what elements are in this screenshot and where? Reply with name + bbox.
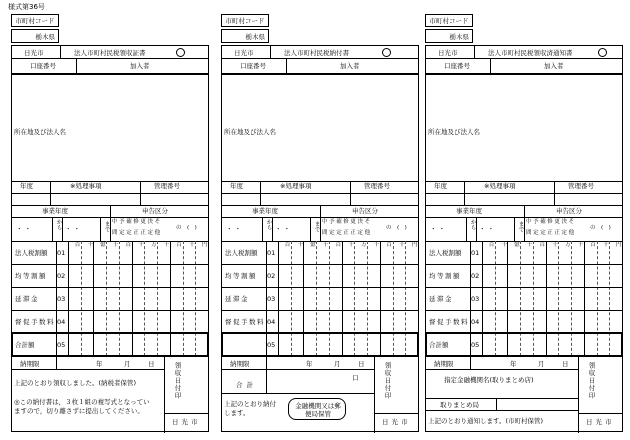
divider xyxy=(222,217,418,218)
receipt-note: ◎この納付書は，３枚１組の複写式となっていますので，切り離さずに提出してください。 xyxy=(14,398,150,415)
city-code-box: 市町村コード xyxy=(11,14,59,27)
divider xyxy=(266,356,267,369)
divider xyxy=(426,398,578,399)
digit-label: 十 xyxy=(603,242,609,248)
divider xyxy=(222,369,374,370)
bank-storage-label: 金融機関又は郵便局保管 xyxy=(295,402,341,419)
divider xyxy=(470,356,471,369)
to-date-dots: ・ ・ xyxy=(65,225,81,233)
divider xyxy=(272,217,273,241)
seal-icon xyxy=(176,48,185,57)
digit-label: 千 xyxy=(112,242,119,248)
divider xyxy=(310,217,311,241)
digit-label: 十 xyxy=(501,242,507,248)
bank-storage-box xyxy=(288,398,346,420)
business-year-label: 事業年度 xyxy=(42,207,68,215)
management-number-label: 管理番号 xyxy=(568,182,594,190)
digit-label: 十 xyxy=(87,242,93,248)
management-number-label: 管理番号 xyxy=(364,182,390,190)
account-number-label: 口座番号 xyxy=(444,62,470,70)
divider xyxy=(262,217,263,241)
prefecture-box: 栃木県 xyxy=(221,29,269,43)
subscriber-label: 加入者 xyxy=(340,62,360,70)
receipt-stamp-label: 領収日付印 xyxy=(587,362,596,400)
slip-header xyxy=(425,14,623,74)
digit-label: 百 xyxy=(176,242,183,248)
month-unit: 月 xyxy=(538,360,545,368)
divider xyxy=(474,46,475,58)
divider xyxy=(270,46,271,58)
declaration-kinds-top: 中予確修更決そ xyxy=(322,219,372,225)
to-date-dots: ・ ・ xyxy=(275,225,291,233)
digit-label: 万 xyxy=(565,242,571,248)
from-label: から xyxy=(265,219,272,230)
digit-label: 円 xyxy=(616,242,622,248)
form-number: 様式第36号 xyxy=(8,3,45,11)
divider xyxy=(140,181,141,193)
divider xyxy=(578,356,579,433)
slip-title: 法人市町村民税領収証書 xyxy=(74,49,146,57)
digit-label: 百 xyxy=(488,242,495,248)
divider xyxy=(76,59,77,73)
divider xyxy=(426,287,622,288)
month-unit: 月 xyxy=(124,360,131,368)
digit-label: 百 xyxy=(590,242,597,248)
payment-slip xyxy=(11,14,209,432)
divider xyxy=(374,356,375,433)
digit-label: 十 xyxy=(348,242,354,248)
processing-label: ※処理事項 xyxy=(484,182,516,190)
divider xyxy=(12,264,208,265)
divider xyxy=(222,287,418,288)
digit-label: 百 xyxy=(539,242,546,248)
divider xyxy=(476,217,477,241)
deadline-label: 納期限 xyxy=(434,360,454,368)
digit-label: 万 xyxy=(151,242,157,248)
day-unit: 日 xyxy=(562,360,569,368)
amount-row-number: 05 xyxy=(471,341,480,349)
declaration-kinds-bottom: 間定定正正定他 xyxy=(322,230,372,236)
digit-label: 十 xyxy=(399,242,405,248)
amount-row-label: 督促手数料 xyxy=(225,318,265,326)
receipt-footer: 上記のとおり領収しました。(納税者保管) xyxy=(14,379,137,387)
divider xyxy=(320,205,321,241)
account-number-label: 口座番号 xyxy=(30,62,56,70)
divider xyxy=(514,217,515,241)
slip-body xyxy=(221,74,419,432)
slip-header xyxy=(221,14,419,74)
declaration-other: の xyxy=(386,225,392,231)
amount-row-label: 督促手数料 xyxy=(15,318,55,326)
divider xyxy=(496,398,497,410)
divider xyxy=(374,413,418,414)
account-row xyxy=(425,59,623,74)
divider xyxy=(222,264,418,265)
amount-row-number: 01 xyxy=(267,249,276,257)
amount-row-number: 02 xyxy=(267,272,276,280)
city-name: 日光市 xyxy=(234,49,254,57)
day-unit: 日 xyxy=(148,360,155,368)
divider xyxy=(554,181,555,193)
city-code-box: 市町村コード xyxy=(221,14,269,27)
year-label: 年度 xyxy=(230,182,243,190)
amount-row-label: 延滞金 xyxy=(225,295,249,303)
digit-label: 十 xyxy=(552,242,558,248)
to-date-dots: ・ ・ xyxy=(479,225,495,233)
amount-row-label: 合計額 xyxy=(15,341,35,349)
divider xyxy=(464,181,465,193)
slip-title: 法人市町村民税納付書 xyxy=(284,49,349,57)
divider xyxy=(12,217,208,218)
city-title-row xyxy=(11,45,209,59)
digit-label: 百 xyxy=(386,242,393,248)
amount-row-number: 01 xyxy=(57,249,66,257)
divider xyxy=(350,193,351,205)
digit-label: 千 xyxy=(526,242,533,248)
year-unit: 年 xyxy=(96,360,103,368)
slip-header xyxy=(11,14,209,74)
divider xyxy=(56,356,57,369)
month-unit: 月 xyxy=(334,360,341,368)
city-title-row xyxy=(221,45,419,59)
digit-label: 千 xyxy=(577,242,584,248)
declaration-paren: ( ) xyxy=(397,225,407,231)
from-label: から xyxy=(55,219,62,230)
amount-row-label: 法人税割額 xyxy=(225,249,258,257)
amount-row-number: 05 xyxy=(57,341,66,349)
from-date-dots: ・ ・ xyxy=(16,225,32,233)
digit-label: 億 xyxy=(310,242,316,248)
divider xyxy=(12,310,208,311)
year-label: 年度 xyxy=(20,182,33,190)
divider xyxy=(222,356,418,357)
divider xyxy=(286,59,287,73)
divider xyxy=(222,310,418,311)
total-row-frame xyxy=(11,332,209,357)
divider xyxy=(350,181,351,193)
divider xyxy=(140,193,141,205)
from-date-dots: ・ ・ xyxy=(430,225,446,233)
total-label: 合計 xyxy=(236,381,257,389)
divider xyxy=(426,369,578,370)
divider xyxy=(266,369,267,393)
address-name-label: 所在地及び法人名 xyxy=(428,128,480,136)
divider xyxy=(426,264,622,265)
day-unit: 日 xyxy=(358,360,365,368)
declaration-type-label: 申告区分 xyxy=(352,207,378,215)
city-code-box: 市町村コード xyxy=(425,14,473,27)
amount-row-number: 03 xyxy=(267,295,276,303)
divider xyxy=(100,217,101,241)
divider xyxy=(524,205,525,241)
divider xyxy=(426,310,622,311)
divider xyxy=(222,393,374,394)
amount-row-label: 法人税割額 xyxy=(429,249,462,257)
account-row xyxy=(11,59,209,74)
amount-row-number: 02 xyxy=(471,272,480,280)
payment-footer: 上記のとおり納付します。 xyxy=(224,400,276,417)
divider xyxy=(554,193,555,205)
amount-row-label: 督促手数料 xyxy=(429,318,469,326)
digit-label: 十 xyxy=(138,242,144,248)
divider xyxy=(466,217,467,241)
declaration-other: の xyxy=(590,225,596,231)
account-number-label: 口座番号 xyxy=(240,62,266,70)
digit-label: 十 xyxy=(297,242,303,248)
divider xyxy=(52,217,53,241)
seal-icon xyxy=(382,48,391,57)
declaration-paren: ( ) xyxy=(601,225,611,231)
amount-row-label: 延滞金 xyxy=(15,295,39,303)
digit-label: 千 xyxy=(163,242,170,248)
divider xyxy=(12,369,164,370)
divider xyxy=(464,193,465,205)
divider xyxy=(62,217,63,241)
amount-row-number: 04 xyxy=(471,318,480,326)
amount-row-label: 合計額 xyxy=(429,341,449,349)
payment-slip xyxy=(221,14,419,432)
processing-label: ※処理事項 xyxy=(70,182,102,190)
business-year-label: 事業年度 xyxy=(456,207,482,215)
prefecture-box: 栃木県 xyxy=(425,29,473,43)
address-name-label: 所在地及び法人名 xyxy=(14,128,66,136)
from-date-dots: ・ ・ xyxy=(226,225,242,233)
declaration-kinds-top: 中予確修更決そ xyxy=(112,219,162,225)
divider xyxy=(260,193,261,205)
amount-row-label: 均等割額 xyxy=(429,272,461,280)
bank-name-label: 指定金融機関名(取りまとめ店) xyxy=(444,376,534,384)
declaration-kinds-bottom: 間定定正正定他 xyxy=(526,230,576,236)
divider xyxy=(426,410,578,411)
amount-row-number: 04 xyxy=(267,318,276,326)
declaration-kinds-bottom: 間定定正正定他 xyxy=(112,230,162,236)
total-row-frame xyxy=(221,332,419,357)
year-unit: 年 xyxy=(510,360,517,368)
subscriber-label: 加入者 xyxy=(544,62,564,70)
receipt-stamp-label: 領収日付印 xyxy=(173,362,182,400)
divider xyxy=(490,59,491,73)
business-year-label: 事業年度 xyxy=(252,207,278,215)
deadline-label: 納期限 xyxy=(20,360,40,368)
account-row xyxy=(221,59,419,74)
year-label: 年度 xyxy=(434,182,447,190)
total-row-frame xyxy=(425,332,623,357)
divider xyxy=(578,413,622,414)
divider xyxy=(50,193,51,205)
divider xyxy=(222,193,418,194)
amount-row-number: 05 xyxy=(267,341,276,349)
amount-row-label: 均等割額 xyxy=(225,272,257,280)
amount-row-number: 03 xyxy=(471,295,480,303)
payment-slip xyxy=(425,14,623,432)
to-label: まで xyxy=(313,221,320,232)
amount-row-number: 02 xyxy=(57,272,66,280)
to-label: まで xyxy=(517,221,524,232)
divider xyxy=(50,181,51,193)
amount-row-label: 均等割額 xyxy=(15,272,47,280)
subscriber-label: 加入者 xyxy=(130,62,150,70)
address-name-label: 所在地及び法人名 xyxy=(224,128,276,136)
slip-title: 法人市町村民税領収済通知書 xyxy=(488,49,573,57)
divider xyxy=(260,181,261,193)
digit-label: 円 xyxy=(202,242,208,248)
digit-label: 十 xyxy=(189,242,195,248)
seal-icon xyxy=(598,48,607,57)
slip-body xyxy=(425,74,623,432)
management-number-label: 管理番号 xyxy=(154,182,180,190)
amount-row-number: 03 xyxy=(57,295,66,303)
divider xyxy=(164,356,165,433)
digit-label: 億 xyxy=(514,242,520,248)
divider xyxy=(12,356,208,357)
digit-label: 百 xyxy=(74,242,81,248)
digit-label: 千 xyxy=(322,242,329,248)
collection-office-label: 取りまとめ局 xyxy=(440,401,479,409)
digit-label: 百 xyxy=(335,242,342,248)
ko-mark: 口 xyxy=(352,374,359,382)
amount-row-label: 延滞金 xyxy=(429,295,453,303)
receipt-stamp-label: 領収日付印 xyxy=(383,362,392,400)
divider xyxy=(426,193,622,194)
city-name: 日光市 xyxy=(24,49,44,57)
divider xyxy=(426,217,622,218)
declaration-type-label: 申告区分 xyxy=(556,207,582,215)
digit-label: 万 xyxy=(361,242,367,248)
divider xyxy=(60,46,61,58)
digit-label: 千 xyxy=(373,242,380,248)
amount-row-number: 01 xyxy=(471,249,480,257)
notice-footer: 上記のとおり通知します。(市町村保管) xyxy=(428,417,544,425)
to-label: まで xyxy=(103,221,110,232)
city-stamp: 日光市 xyxy=(172,418,201,426)
deadline-label: 納期限 xyxy=(230,360,250,368)
declaration-type-label: 申告区分 xyxy=(142,207,168,215)
from-label: から xyxy=(469,219,476,230)
amount-row-label: 法人税割額 xyxy=(15,249,48,257)
divider xyxy=(12,287,208,288)
city-name: 日光市 xyxy=(438,49,458,57)
divider xyxy=(110,205,111,241)
amount-row-number: 04 xyxy=(57,318,66,326)
declaration-paren: ( ) xyxy=(187,225,197,231)
year-unit: 年 xyxy=(306,360,313,368)
slip-body xyxy=(11,74,209,432)
processing-label: ※処理事項 xyxy=(280,182,312,190)
city-title-row xyxy=(425,45,623,59)
digit-label: 億 xyxy=(100,242,106,248)
divider xyxy=(12,193,208,194)
divider xyxy=(426,356,622,357)
digit-label: 円 xyxy=(412,242,418,248)
divider xyxy=(164,413,208,414)
digit-label: 百 xyxy=(125,242,132,248)
declaration-kinds-top: 中予確修更決そ xyxy=(526,219,576,225)
city-stamp: 日光市 xyxy=(586,418,615,426)
digit-label: 百 xyxy=(284,242,291,248)
city-stamp: 日光市 xyxy=(382,418,411,426)
prefecture-box: 栃木県 xyxy=(11,29,59,43)
declaration-other: の xyxy=(176,225,182,231)
